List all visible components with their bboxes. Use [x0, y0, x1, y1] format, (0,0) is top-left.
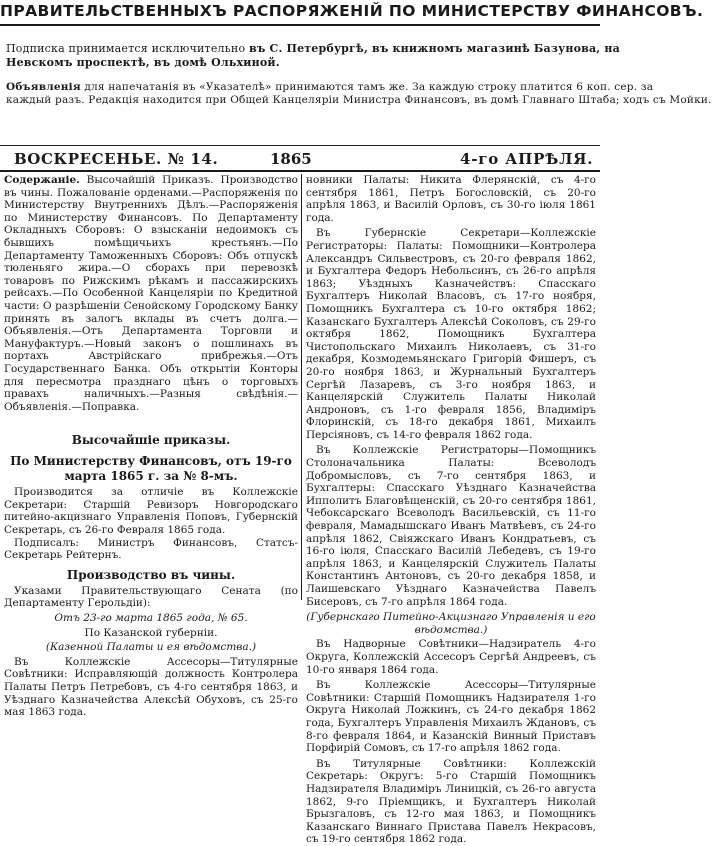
decree-signature: Подписалъ: Министръ Финансовъ, Статсъ-Секретарь Рейтернъ. [4, 536, 298, 562]
right-paragraph-3: Въ Коллежскіе Регистраторы—Помощникъ Столоначальника Палаты: Всеволодъ Добромысловъ, съ 7-го сентября 1863, и Бухгалтеры: Спасскаго Уѣзднаго Казначейства Ипполитъ Благовѣщенскій, съ 20-го сентября 1861, Чебоксарскаго Всеволодъ Васильевскій, съ 11-го февраля, Мамадышскаго Иванъ Матвѣевъ, съ 24-го апрѣля 1862, Свіяжскаго Иванъ Кондратьевъ, съ 16-го іюля, Спасскаго Василій Лебедевъ, съ 19-го апрѣля 1863, и Канцелярскій Служитель Палаты Константинъ Антоновъ, съ 20-го декабря 1858, и Лаишевскаго Уѣзднаго Казначейства Павелъ Бисеровъ, съ 7-го апрѣля 1864 года. [306, 444, 596, 608]
right-subhead: (Губернскаго Питейно-Акцизнаго Управленія и его вѣдомства.) [306, 611, 596, 636]
dateline [0, 150, 600, 168]
announcements-line-1 [6, 80, 654, 94]
announcements-text-1: для напечатанія въ «Указателѣ» принимаются тамъ же. За каждую строку платится 6 коп. сер. за [84, 81, 654, 93]
decree-paragraph: Производится за отличіе въ Коллежскіе Секретари: Старшій Ревизоръ Новгородскаго питейно-акцизнаго Управленія Поповъ, Губернскій Секретарь, съ 26-го Февраля 1865 года. [4, 486, 298, 537]
right-paragraph-2: Въ Губернскіе Секретари—Коллежскіе Регистраторы: Палаты: Помощники—Контролера Александръ Сильвестровъ, съ 20-го февраля 1862, и Бухгалтера Федоръ Небольсинъ, съ 26-го апрѣля 1863; Уѣздныхъ Казначействъ: Спасскаго Бухгалтеръ Николай Власовъ, съ 17-го ноября, Помощникъ Бухгалтера съ 10-го октября 1862; Казанскаго Бухгалтеръ Алексѣй Соколовъ, съ 29-го октября 1862, Помощникъ Бухгалтера Чистопольскаго Михаилъ Николаевъ, съ 31-го декабря, Козмодемьянскаго Григорій Фишеръ, съ 20-го ноября 1863, и Журнальный Бухгалтеръ Сергѣй Лазаревъ, съ 3-го ноября 1863, и Канцелярскій Служитель Палаты Николай Андроновъ, съ 1-го февраля 1856, Владиміръ Флоринскій, съ 18-го декабря 1861, Михаилъ Персіяновъ, съ 14-го февраля 1862 года. [306, 227, 596, 441]
province-paragraph: Въ Коллежскіе Ассесоры—Титулярные Совѣтники: Исправляющій должность Контролера Палаты Петръ Петребовъ, съ 4-го сентября 1863, и Уѣзднаго Казначейства Алексѣй Обуховъ, съ 25-го мая 1863 года. [4, 655, 298, 719]
right-paragraph-5: Въ Коллежскіе Асессоры—Титулярные Совѣтники: Старшій Помощникъ Надзирателя 1-го Округа Николай Ложкинъ, съ 24-го декабря 1862 года, Бухгалтеръ Управленія Михаилъ Ждановъ, съ 8-го февраля 1864, и Казанскій Винный Приставъ Порфирій Сомовъ, съ 17-го апрѣля 1862 года. [306, 679, 596, 755]
dateline-rule [0, 170, 600, 172]
right-paragraph-6: Въ Титулярные Совѣтники: Коллежскій Секретарь: Округъ: 5-го Старшій Помощникъ Надзирателя Владиміръ Линицкій, съ 26-го августа 1862, 9-го Пріемщикъ, и Бухгалтеръ Николай Брызгаловъ, съ 12-го мая 1863, и Помощникъ Казанскаго Виннаго Пристава Павелъ Некрасовъ, съ 19-го сентября 1862 года. [306, 757, 596, 846]
subscription-address-1: въ С. Петербургѣ, въ книжномъ магазинѣ Базунова, на [248, 42, 620, 55]
issue-year: 1865 [270, 150, 312, 168]
ranks-intro: Указами Правительствующаго Сената (по Департаменту Герольдіи): [4, 584, 298, 610]
right-column [306, 174, 596, 846]
subscription-line-2 [6, 56, 594, 70]
right-paragraph-4: Въ Надворные Совѣтники—Надзиратель 4-го Округа, Коллежскій Ассесоръ Сергѣй Андреевъ, съ 10-го января 1864 года. [306, 638, 596, 676]
issue-weekday-number: ВОСКРЕСЕНЬЕ. № 14. [14, 150, 219, 168]
subscription-line-1 [6, 42, 620, 56]
ranks-dateline: Отъ 23-го марта 1865 года, № 65. [54, 612, 248, 625]
column-divider [301, 174, 302, 600]
province-subtitle: (Казенной Палаты и ея вѣдомства.) [45, 641, 257, 654]
decrees-subtitle: По Министерству Финансовъ, отъ 19-го марта 1865 г. за № 8-мъ. [10, 454, 292, 484]
left-column [4, 174, 298, 719]
contents-label: Содержаніе. [4, 174, 80, 186]
top-rule [0, 145, 600, 146]
subscription-address-2: Невскомъ проспектѣ, въ домѣ Ольхиной. [6, 56, 280, 69]
decrees-title: Высочайшіе приказы. [71, 433, 231, 448]
province-title: По Казанской губерніи. [84, 626, 218, 639]
masthead-title: ПРАВИТЕЛЬСТВЕННЫХЪ РАСПОРЯЖЕНІЙ ПО МИНИСТЕРСТВУ ФИНАНСОВЪ. [0, 0, 600, 26]
announcements-label: Объявленія [6, 81, 81, 93]
contents-block [4, 174, 298, 413]
subscription-prefix: Подписка принимается исключительно [6, 42, 246, 55]
ranks-title: Производство въ чины. [66, 567, 236, 582]
issue-date: 4-го АПРѢЛЯ. [460, 150, 594, 168]
announcements-line-2: каждый разъ. Редакція находится при Общей Канцеляріи Министра Финансовъ, въ домѣ Главнаго Штаба; ходъ съ Мойки. [6, 94, 712, 106]
right-paragraph-1: новники Палаты: Никита Флерянскій, съ 4-го сентября 1861, Петръ Богословскій, съ 20-го апрѣля 1863, и Василій Орловъ, съ 30-го іюля 1861 года. [306, 174, 596, 224]
contents-text: Высочайшій Приказъ. Производство въ чины. Пожалованіе орденами.—Распоряженія по Министерству Внутреннихъ Дѣлъ.—Распоряженія по Министерству Финансовъ. По Департаменту Окладныхъ Сборовъ: О взысканіи недоимокъ съ бывшихъ помѣщичьихъ крестьянъ.—По Департаменту Таможенныхъ Сборовъ: Объ отпускѣ тюленьяго жира.—О сборахъ при перевозкѣ товаровъ по Рижскимъ рѣкамъ и пассажирскихъ рейсахъ.—По Особенной Канцеляріи по Кредитной части: О разрѣшеніи Сенойскому Городскому Банку принять въ залогъ вклады въ счетъ долга.—Объявленія.—Отъ Департамента Торговли и Мануфактуръ.—Новый законъ о пошлинахъ въ портахъ Австрійскаго прибрежья.—Отъ Государственнаго Банка. Объ открытіи Конторы для пересмотра празднаго цѣнъ о торговыхъ правахъ наличныхъ.—Разныя свѣдѣнія.—Объявленія.—Поправка. [4, 174, 298, 413]
